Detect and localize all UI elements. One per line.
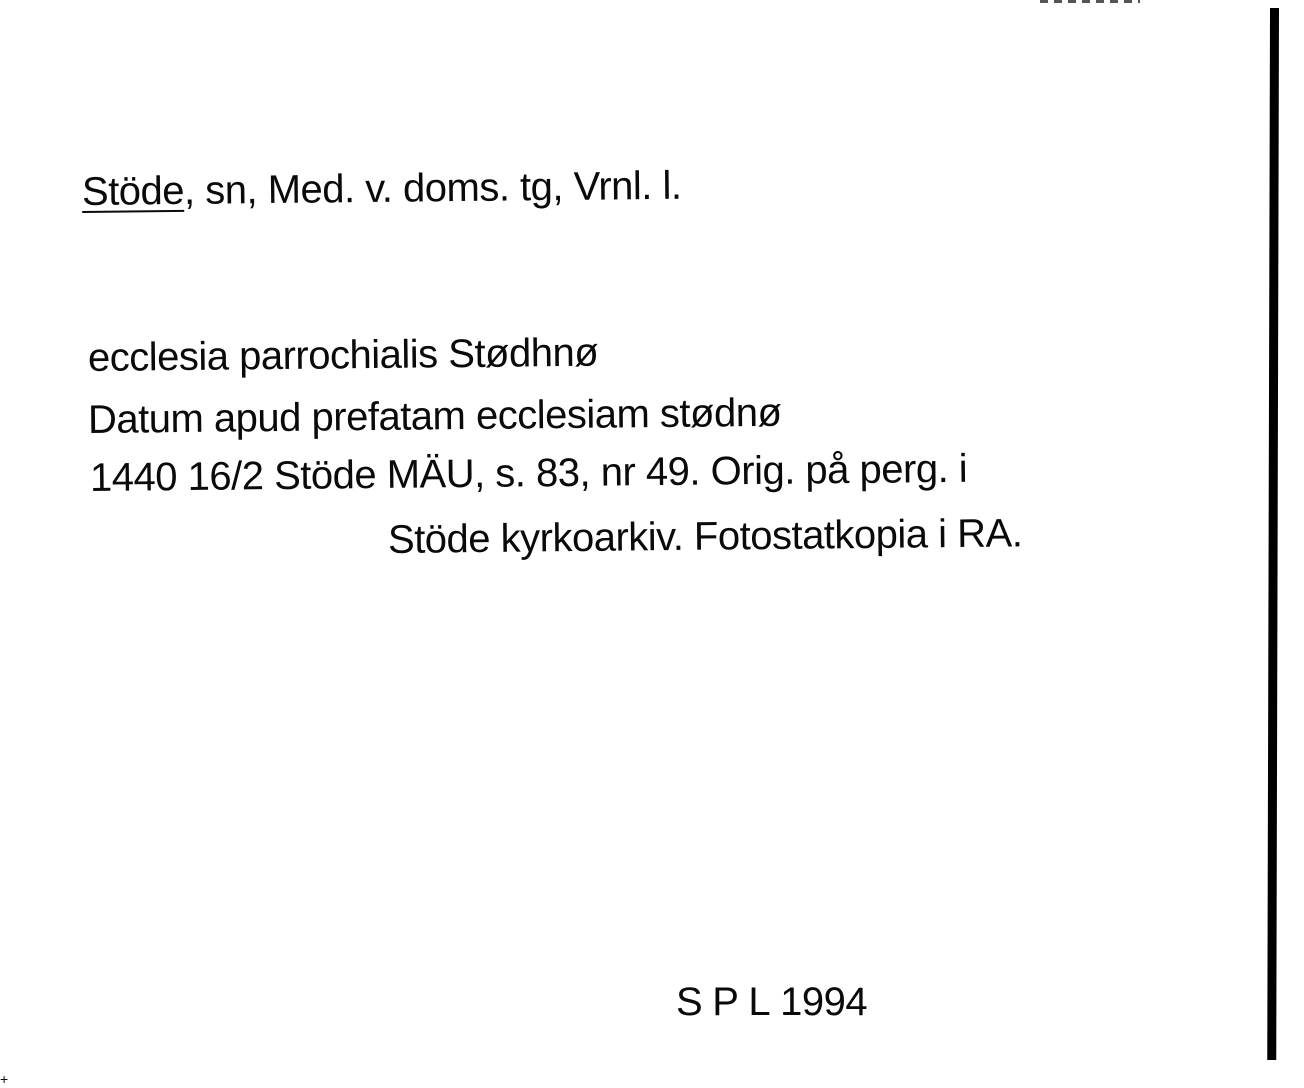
source-reference-continuation: Stöde kyrkoarkiv. Fotostatkopia i RA. [387,511,1023,562]
place-name: Stöde [81,168,185,214]
heading-details: , sn, Med. v. doms. tg, Vrnl. l. [183,163,682,213]
card-heading [81,163,682,214]
scan-top-mark [1040,0,1140,3]
card-right-border [1267,8,1279,1060]
signature-initial-s: S [676,980,703,1024]
source-reference-line: 1440 16/2 Stöde MÄU, s. 83, nr 49. Orig. på perg. i [89,446,968,500]
signature-initial-l: L [748,980,771,1024]
signature [676,982,867,1022]
citation-line-2: Datum apud prefatam ecclesiam stødnø [87,390,782,442]
corner-mark: + [0,1071,9,1087]
signature-initial-p: P [712,980,739,1024]
signature-year: 1994 [780,980,868,1024]
citation-line-1: ecclesia parrochialis Stødhnø [87,330,599,380]
